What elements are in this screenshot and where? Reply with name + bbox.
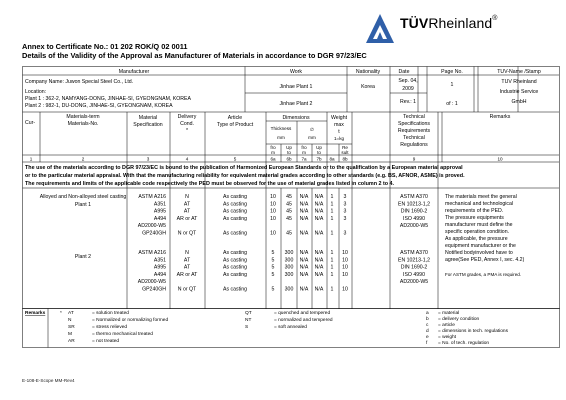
plant2-diameter-from: N/A — [299, 250, 309, 256]
registered-mark: ® — [492, 15, 498, 22]
plant2-delivery-cond: AR or AT — [176, 271, 198, 278]
tech-spec-plant2: DIN 1690-2 — [400, 264, 428, 271]
company-plant2: Plant 2 : 982-1, DU-DONG, JINHAE-SI, GYEONGNAM, KOREA — [25, 103, 173, 109]
remark-line: As applicable, the pressure — [445, 236, 508, 242]
legend-code: c — [426, 323, 429, 328]
legend-desc: = material — [438, 311, 460, 316]
legend-code: NT — [245, 318, 252, 323]
col-weight: Weight — [330, 115, 348, 121]
plant2-weight-b: 10 — [342, 271, 348, 278]
remark-line: Notified bodyinvolved have to — [445, 250, 513, 256]
plant2-diameter-to: N/A — [314, 264, 324, 271]
remark-text — [445, 194, 525, 277]
column-number-8b: 8b — [342, 156, 348, 162]
col-cur: Cur- — [25, 120, 36, 126]
legend-code: N — [68, 318, 72, 323]
plant2-thickness-from: 5 — [271, 271, 275, 278]
plant1-diameter-to: N/A — [314, 208, 324, 215]
plant2-diameter-from: N/A — [299, 286, 309, 293]
tech-spec-plant2: EN 10213-1,2 — [397, 257, 431, 264]
plant1-delivery-cond: AT — [183, 201, 191, 208]
legend-desc: = weight — [438, 335, 457, 340]
plant1-diameter-from: N/A — [299, 230, 309, 237]
col-cond: Cond. — [180, 121, 194, 127]
legend-desc: = not treated — [92, 339, 120, 344]
legend-entries — [68, 310, 509, 346]
legend-code: b — [426, 317, 429, 322]
plant2-spec: A351 — [153, 257, 166, 264]
header-nationality: Nationality — [355, 69, 381, 75]
plant2-article: As casting — [223, 271, 247, 278]
plant1-thickness-from: 10 — [270, 201, 276, 208]
notice-line1: The use of the materials according to DGR 97/23/EC is bound to the publication of Harmonized European Standards or to the qualification by a European material approval — [25, 165, 463, 171]
col-weight-max: max — [334, 122, 344, 128]
legend-code: QT — [245, 311, 252, 316]
legend-code: f — [426, 341, 428, 346]
tech-spec-plant1: ISO 4990 — [403, 215, 425, 222]
plant1-delivery-cond: AR or AT — [176, 215, 198, 222]
plant1-spec: A494 — [153, 215, 166, 222]
plant2-spec: AD2000-W5 — [137, 279, 166, 286]
legend-desc: = delivery condition — [438, 317, 480, 322]
legend-code: S — [245, 325, 249, 330]
sub-up-1: Up — [286, 145, 292, 150]
remarks-star: * — [60, 311, 62, 316]
plant2-delivery-cond: N or QT — [177, 286, 197, 293]
legend-desc: = Normalized or normalizing formed — [92, 318, 169, 323]
plant1-weight-b: 3 — [343, 215, 347, 222]
group-plant2: Plant 2 — [74, 254, 92, 260]
nationality-value: Korea — [361, 84, 375, 90]
plant1-weight-a: 1 — [330, 215, 334, 222]
plant2-weight-b: 10 — [342, 286, 348, 293]
remark-line: manufacturer must define the — [445, 222, 513, 228]
page-of: of : 1 — [446, 101, 458, 107]
plant1-spec: ASTM A216 — [138, 194, 166, 200]
plant1-spec: A995 — [153, 208, 166, 215]
column-number-1: 1 — [29, 156, 33, 162]
sub-fro-2: fro — [301, 145, 307, 150]
plant2-delivery-cond: AT — [183, 264, 191, 271]
table-row — [154, 209, 347, 215]
col-remarks: Remarks — [489, 114, 511, 120]
sub-to-2: to — [317, 150, 321, 155]
col-dimensions: Dimensions — [282, 115, 310, 121]
legend-desc: = solution treated — [92, 311, 129, 316]
col-specifications: Specifications — [397, 121, 431, 127]
plant1-thickness-to: 45 — [286, 215, 292, 222]
remark-astm-note: For ASTM grades, a PMA is required. — [445, 272, 522, 277]
table-row — [138, 279, 166, 285]
plant1-thickness-to: 45 — [286, 208, 292, 215]
table-row — [142, 231, 346, 237]
header-stamp: TUV-Name /Stamp — [497, 69, 541, 75]
plant1-diameter-to: N/A — [314, 201, 324, 208]
triangle-logo-icon — [366, 14, 394, 43]
col-thickness: Thickness — [270, 126, 292, 131]
col-thickness-unit: mm — [277, 135, 285, 140]
table-row — [138, 223, 166, 229]
stamp-line2: Industrie Service — [499, 89, 539, 95]
table-row — [154, 265, 348, 271]
col-article: Article — [227, 115, 243, 121]
header-page-no: Page No. — [441, 69, 463, 75]
plant1-delivery-cond: N or QT — [177, 230, 197, 237]
plant1-diameter-from: N/A — [299, 208, 309, 215]
plant2-diameter-to: N/A — [314, 250, 324, 256]
stamp-line3: GmbH — [511, 99, 527, 105]
sub-m-2: m — [302, 150, 306, 155]
tech-spec-list — [398, 194, 430, 285]
col-materials-term: Materials-term — [66, 114, 100, 120]
plant2-weight-a: 1 — [330, 286, 334, 293]
plant1-diameter-to: N/A — [314, 230, 324, 237]
legend-desc: = stress relieved — [92, 325, 128, 330]
tech-spec-plant1: ASTM A370 — [400, 194, 428, 200]
plant2-thickness-to: 300 — [284, 264, 294, 271]
page-number: 1 — [450, 82, 454, 88]
plant1-weight-a: 1 — [330, 201, 334, 208]
plant1-thickness-to: 45 — [286, 230, 292, 237]
plant1-article: As casting — [223, 201, 247, 208]
plant2-diameter-from: N/A — [299, 264, 309, 271]
company-name: Company Name: Juwon Special Steel Co., Ltd. — [25, 79, 134, 85]
col-requirements: Requirements — [397, 128, 431, 134]
plant2-article: As casting — [223, 286, 247, 293]
plant2-thickness-from: 5 — [271, 286, 275, 293]
tech-spec-plant2: AD2000-W5 — [399, 279, 429, 286]
revision: Rev.: 1 — [399, 99, 417, 105]
plant1-weight-b: 3 — [343, 201, 347, 208]
group-plant1: Plant 1 — [74, 202, 92, 208]
remark-line: requirements of the PED. — [445, 208, 504, 214]
plant2-diameter-to: N/A — [314, 257, 324, 264]
plant2-weight-b: 10 — [342, 250, 348, 256]
plant1-thickness-to: 45 — [286, 201, 292, 208]
col-weight-t: t — [338, 129, 340, 135]
column-number-8a: 8a — [329, 156, 335, 162]
tech-spec-plant1: DIN 1690-2 — [400, 208, 428, 215]
legend-code: d — [426, 329, 429, 334]
remark-line: mechanical and technological — [445, 201, 514, 207]
legend-desc: = dimensions in tech. regulations — [438, 329, 508, 334]
column-number-4: 4 — [185, 156, 189, 162]
legend-desc: = soft annealed — [274, 325, 307, 330]
plant1-weight-a: 1 — [330, 194, 334, 200]
plant2-spec: GP240GH — [142, 286, 166, 293]
brand-bold: TÜV — [400, 15, 429, 31]
legend-code: SR — [68, 325, 75, 330]
legend-code: e — [426, 335, 429, 340]
table-row — [154, 201, 347, 207]
column-number-9: 9 — [412, 156, 416, 162]
material-rows — [138, 194, 348, 293]
stamp-line1: TUV Rheinland — [501, 79, 537, 85]
column-number-5: 5 — [233, 156, 237, 162]
work-plant1: Jinhae Plant 1 — [279, 84, 313, 90]
plant2-weight-a: 1 — [330, 257, 334, 264]
tech-spec-plant2: ASTM A370 — [400, 250, 428, 256]
plant2-diameter-to: N/A — [314, 286, 324, 293]
col-material: Material — [138, 115, 158, 121]
legend-desc: = article — [438, 323, 455, 328]
column-number-3: 3 — [146, 156, 150, 162]
plant1-spec: GP240GH — [142, 230, 166, 237]
sub-up-2: Up — [316, 145, 322, 150]
plant2-article: As casting — [223, 257, 247, 264]
plant1-weight-b: 3 — [343, 194, 347, 200]
group-title: Alloyed and Non-alloyed steel casting — [39, 194, 127, 200]
plant1-diameter-from: N/A — [299, 201, 309, 208]
column-number-6b: 6b — [286, 156, 292, 162]
plant1-thickness-to: 45 — [286, 194, 292, 200]
certificate-title: Annex to Certificate No.: 01 202 ROK/Q 02 0011 — [22, 42, 188, 51]
plant1-thickness-from: 10 — [270, 215, 276, 222]
date-line2: 2009 — [402, 86, 414, 92]
col-specification: Specification — [133, 122, 163, 128]
plant1-thickness-from: 10 — [270, 230, 276, 237]
legend-code: AT — [68, 311, 74, 316]
column-number-row — [30, 157, 503, 162]
tech-spec-plant1: EN 10213-1,2 — [397, 201, 431, 208]
plant1-diameter-from: N/A — [299, 194, 309, 200]
plant2-weight-a: 1 — [330, 264, 334, 271]
legend-code: a — [426, 311, 429, 316]
column-number-6a: 6a — [270, 156, 276, 162]
sub-to-1: to — [287, 150, 291, 155]
col-type-of-product: Type of Product — [216, 122, 254, 128]
plant2-weight-a: 1 — [330, 271, 334, 278]
plant1-article: As casting — [223, 230, 247, 237]
col-diameter-icon: ∅ — [309, 127, 315, 132]
plant2-thickness-to: 300 — [284, 250, 294, 256]
sub-re: Re — [342, 145, 348, 150]
plant2-article: As casting — [223, 264, 247, 271]
company-location-label: Location: — [25, 89, 47, 95]
plant1-weight-b: 3 — [343, 208, 347, 215]
plant2-weight-b: 10 — [342, 264, 348, 271]
plant2-thickness-from: 5 — [271, 264, 275, 271]
legend-code: AR — [68, 339, 75, 344]
plant2-weight-a: 1 — [330, 250, 334, 256]
plant1-delivery-cond: N — [185, 194, 189, 200]
plant1-spec: AD2000-W5 — [137, 223, 166, 230]
plant2-thickness-to: 300 — [284, 286, 294, 293]
plant1-article: As casting — [223, 194, 247, 200]
plant2-weight-b: 10 — [342, 257, 348, 264]
plant2-spec: A995 — [153, 264, 166, 271]
column-number-2: 2 — [81, 156, 85, 162]
column-number-7b: 7b — [316, 156, 322, 162]
remark-line: The materials meet the general — [445, 194, 517, 200]
plant1-weight-a: 1 — [330, 230, 334, 237]
col-delivery-star: * — [185, 128, 189, 134]
col-technical-2: Technical — [403, 135, 425, 141]
col-delivery: Delivery — [177, 114, 197, 120]
plant2-spec: ASTM A216 — [138, 250, 166, 256]
remark-line: specific operation condition. — [445, 229, 510, 235]
plant2-spec: A494 — [153, 271, 166, 278]
footer-doc-code: E-108-E-Scope MM-Rev4 — [22, 378, 75, 383]
plant1-diameter-to: N/A — [314, 215, 324, 222]
plant1-article: As casting — [223, 215, 247, 222]
plant2-thickness-from: 5 — [271, 250, 275, 256]
plant2-thickness-from: 5 — [271, 257, 275, 264]
plant1-diameter-from: N/A — [299, 215, 309, 222]
plant1-article: As casting — [223, 208, 247, 215]
plant2-thickness-to: 300 — [284, 271, 294, 278]
sub-m-1: m — [271, 150, 275, 155]
plant2-article: As casting — [223, 250, 247, 256]
tech-spec-plant1: AD2000-W5 — [399, 223, 429, 230]
legend-desc: = thermo mechanical treated — [92, 332, 153, 337]
header-date: Date — [398, 69, 410, 75]
col-regulations: Regulations — [400, 142, 428, 148]
legend-code: M — [68, 332, 72, 337]
legend-desc: = quenched and tempered — [274, 311, 331, 316]
plant1-thickness-from: 10 — [270, 208, 276, 215]
plant1-weight-a: 1 — [330, 208, 334, 215]
approval-table — [22, 66, 560, 309]
col-weight-kg: 1=kg — [333, 136, 345, 141]
table-row — [154, 272, 348, 278]
plant2-diameter-from: N/A — [299, 271, 309, 278]
col-technical: Technical — [403, 114, 425, 120]
plant2-delivery-cond: AT — [183, 257, 191, 264]
remark-line: agree(See PED, Annex I, sec. 4.2) — [445, 257, 525, 263]
plant1-thickness-from: 10 — [270, 194, 276, 200]
legend-desc: = No. of tech. regulation — [438, 341, 490, 346]
company-plant1: Plant 1 : 362-2, NAMYANG-DONG, JINHAE-SI, GYEONGNAM, KOREA — [25, 96, 191, 102]
plant1-diameter-to: N/A — [314, 194, 324, 200]
remarks-label: Remarks — [25, 311, 46, 316]
header-manufacturer: Manufacturer — [118, 69, 150, 75]
brand-rest: Rheinland — [428, 15, 493, 31]
sub-fro-1: fro — [270, 145, 276, 150]
brand-name — [400, 15, 498, 31]
sub-sult: sult — [341, 150, 349, 155]
plant2-diameter-to: N/A — [314, 271, 324, 278]
notice-line2: or to the particular material appraisal. With that the manufacturing reliability for equivalent material grades according to other standards (e.g. BS, AFNOR, ASME) is proved. — [25, 173, 465, 179]
certificate-subtitle: Details of the Validity of the Approval as Manufacturer of Materials in accordance to DGR 97/23/EC — [22, 51, 367, 60]
plant2-thickness-to: 300 — [284, 257, 294, 264]
plant1-spec: A351 — [153, 201, 166, 208]
table-row — [138, 194, 346, 200]
plant2-diameter-from: N/A — [299, 257, 309, 264]
table-row — [154, 257, 348, 263]
column-number-10: 10 — [497, 156, 503, 162]
remarks-legend — [22, 308, 560, 348]
table-row — [154, 216, 347, 222]
work-plant2: Jinhae Plant 2 — [279, 101, 313, 107]
header-work: Work — [289, 69, 303, 75]
plant1-weight-b: 3 — [343, 230, 347, 237]
notice-line3: The requirements and limits of the applicable code respectively the PED must be observed for the use of material grades listed in column 2 to 4. — [25, 181, 395, 187]
remark-line: equipment manufacturer or the — [445, 243, 516, 249]
plant1-delivery-cond: AT — [183, 208, 191, 215]
remark-line: The pressure equipments — [445, 215, 504, 221]
col-diameter-unit: mm — [308, 135, 316, 140]
table-row — [142, 287, 348, 293]
date-line1: Sep. 04, — [398, 78, 418, 84]
legend-desc: = normalized and tempered — [274, 318, 333, 323]
tech-spec-plant2: ISO 4990 — [403, 271, 425, 278]
col-materials-no: Materials-No. — [67, 121, 99, 127]
column-number-7a: 7a — [301, 156, 307, 162]
plant2-delivery-cond: N — [185, 250, 189, 256]
